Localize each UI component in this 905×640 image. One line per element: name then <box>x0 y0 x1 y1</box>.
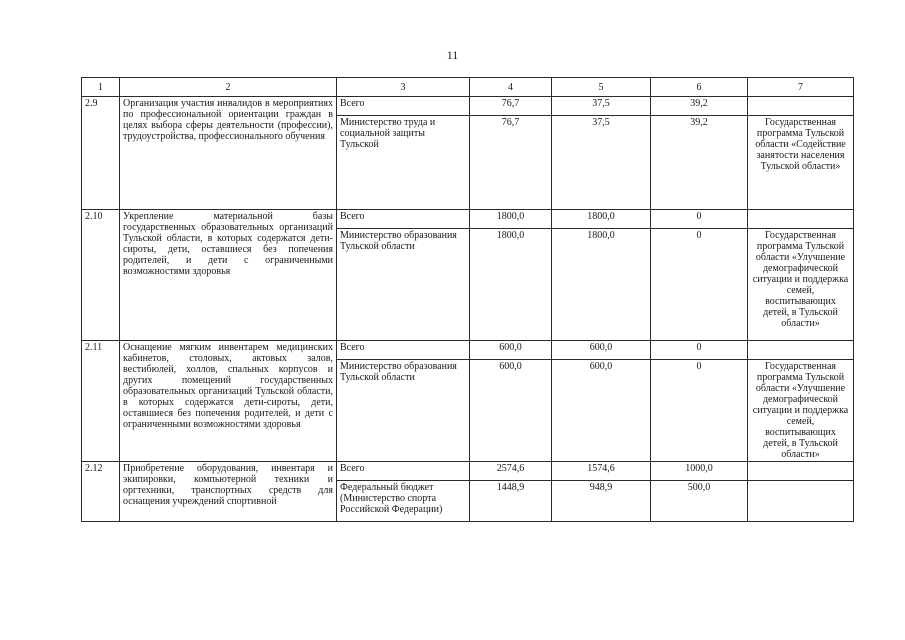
table-row <box>82 210 854 229</box>
value-cell: 1800,0 <box>470 229 552 341</box>
value-cell: 1574,6 <box>552 462 651 481</box>
program-cell <box>748 341 854 360</box>
header-row <box>82 78 854 97</box>
value-cell: 1448,9 <box>470 481 552 522</box>
value-cell: 2574,6 <box>470 462 552 481</box>
header-cell: 2 <box>120 78 337 97</box>
funding-source: Министерство образования Тульской области <box>337 229 470 341</box>
value-cell: 600,0 <box>470 360 552 462</box>
table-row <box>82 462 854 481</box>
funding-table <box>81 77 854 522</box>
header-cell: 5 <box>552 78 651 97</box>
value-cell: 600,0 <box>470 341 552 360</box>
header-cell: 6 <box>651 78 748 97</box>
header-cell: 3 <box>337 78 470 97</box>
value-cell: 0 <box>651 210 748 229</box>
funding-source: Всего <box>337 210 470 229</box>
program-cell <box>748 210 854 229</box>
item-number: 2.9 <box>82 97 120 210</box>
page-number: 11 <box>446 48 459 62</box>
value-cell: 0 <box>651 341 748 360</box>
value-cell: 0 <box>651 229 748 341</box>
program-cell <box>748 481 854 522</box>
value-cell: 1800,0 <box>552 210 651 229</box>
funding-source: Всего <box>337 97 470 116</box>
table-row <box>82 97 854 116</box>
item-number: 2.12 <box>82 462 120 522</box>
funding-source: Всего <box>337 462 470 481</box>
value-cell: 39,2 <box>651 97 748 116</box>
funding-source: Министерство труда и социальной защиты Тульской <box>337 116 470 210</box>
value-cell: 37,5 <box>552 116 651 210</box>
value-cell: 1000,0 <box>651 462 748 481</box>
value-cell: 948,9 <box>552 481 651 522</box>
program-cell: Государственная программа Тульской области «Содействие занятости населения Тульской области» <box>748 116 854 210</box>
funding-source: Всего <box>337 341 470 360</box>
table-row <box>82 341 854 360</box>
item-description: Оснащение мягким инвентарем медицинских кабинетов, столовых, актовых залов, вестибюлей, холлов, спальных корпусов и других помещений государственных образовательных организаций Тульской области, в которых содержатся дети-сироты, дети, оставшиеся без попечения родителей, и дети с ограниченными возможностями здоровья <box>120 341 337 462</box>
item-number: 2.11 <box>82 341 120 462</box>
value-cell: 1800,0 <box>552 229 651 341</box>
value-cell: 500,0 <box>651 481 748 522</box>
value-cell: 37,5 <box>552 97 651 116</box>
item-number: 2.10 <box>82 210 120 341</box>
header-cell: 1 <box>82 78 120 97</box>
value-cell: 39,2 <box>651 116 748 210</box>
program-cell <box>748 97 854 116</box>
funding-source: Министерство образования Тульской области <box>337 360 470 462</box>
header-cell: 4 <box>470 78 552 97</box>
program-cell <box>748 462 854 481</box>
item-description: Организация участия инвалидов в мероприятиях по профессиональной ориентации граждан в целях выбора сферы деятельности (профессии), трудоустройства, профессионального обучения <box>120 97 337 210</box>
header-cell: 7 <box>748 78 854 97</box>
value-cell: 0 <box>651 360 748 462</box>
funding-source: Федеральный бюджет (Министерство спорта Российской Федерации) <box>337 481 470 522</box>
value-cell: 76,7 <box>470 97 552 116</box>
value-cell: 1800,0 <box>470 210 552 229</box>
value-cell: 600,0 <box>552 341 651 360</box>
item-description: Укрепление материальной базы государственных образовательных организаций Тульской области, в которых содержатся дети-сироты, дети, оставшиеся без попечения родителей, и дети с ограниченными возможностями здоровья <box>120 210 337 341</box>
program-cell: Государственная программа Тульской области «Улучшение демографической ситуации и поддержка семей, воспитывающих детей, в Тульской области» <box>748 360 854 462</box>
value-cell: 600,0 <box>552 360 651 462</box>
value-cell: 76,7 <box>470 116 552 210</box>
item-description: Приобретение оборудования, инвентаря и экипировки, компьютерной техники и оргтехники, транспортных средств для оснащения учреждений спортивной <box>120 462 337 522</box>
program-cell: Государственная программа Тульской области «Улучшение демографической ситуации и поддержка семей, воспитывающих детей, в Тульской области» <box>748 229 854 341</box>
